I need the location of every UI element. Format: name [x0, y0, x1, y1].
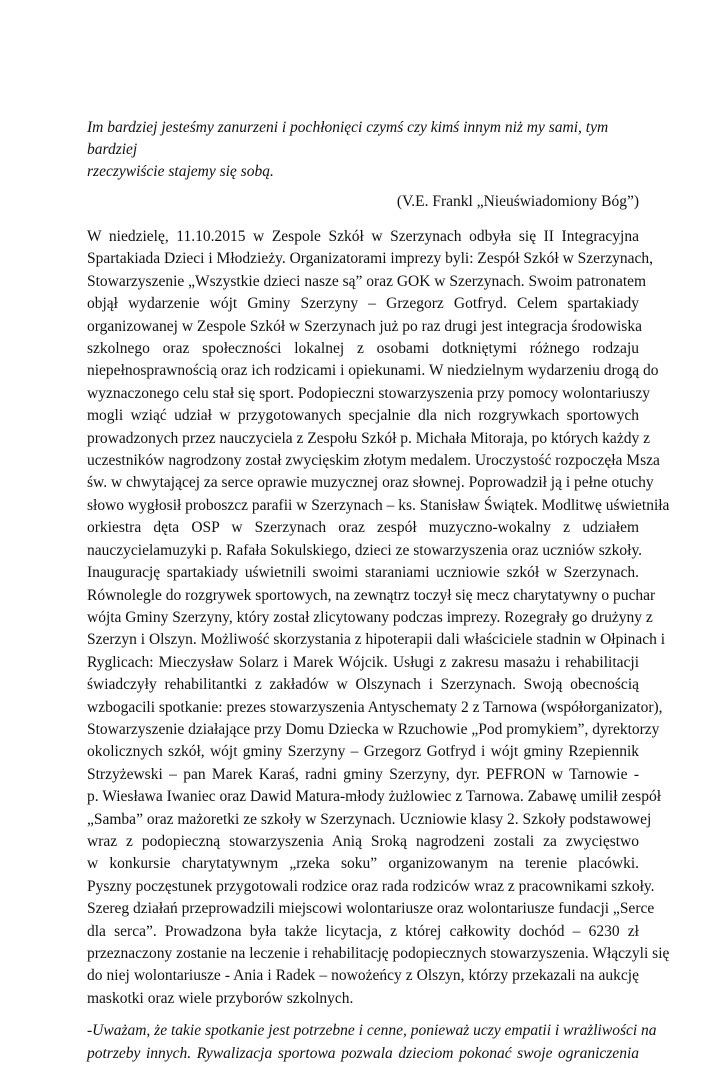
- paragraph-line: słowo wygłosił proboszcz parafii w Szerzynach – ks. Stanisław Świątek. Modlitwę uświetniła: [87, 496, 670, 514]
- motto-attribution: (V.E. Frankl „Nieuświadomiony Bóg”): [396, 193, 639, 210]
- paragraph-line: Ryglicach: Mieczysław Solarz i Marek Wójcik. Usługi z zakresu masażu i rehabilitacji: [87, 653, 639, 671]
- paragraph-line: Szereg działań przeprowadzili miejscowi wolontariusze oraz wolontariusze fundacji „Serce: [87, 900, 655, 918]
- paragraph-line: dla serca”. Prowadzona była także licytacja, z której całkowity dochód – 6230 zł: [87, 922, 639, 940]
- paragraph-line: organizowanej w Zespole Szkół w Szerzynach już po raz drugi jest integracja środowiska: [87, 317, 642, 335]
- document-page: [87, 117, 670, 1065]
- paragraph-line: niepełnosprawnością oraz ich rodzicami i opiekunami. W niedzielnym wydarzeniu drogą do: [87, 362, 659, 380]
- paragraph-line: Spartakiada Dzieci i Młodzieży. Organizatorami imprezy byli: Zespół Szkół w Szerzynach,: [87, 250, 653, 268]
- paragraph-line: Stowarzyszenie działające przy Domu Dziecka w Rzuchowie „Pod promykiem”, dyrektorzy: [87, 720, 660, 738]
- paragraph-line: orkiestra dęta OSP w Szerzynach oraz zespół muzyczno-wokalny z udziałem: [87, 519, 639, 537]
- paragraph-line: mogli wziąć udział w przygotowanych specjalnie dla nich rozgrywkach sportowych: [87, 407, 639, 425]
- paragraph-line: wraz z podopieczną stowarzyszenia Anią Sroką nagrodzeni zostali za zwycięstwo: [87, 832, 639, 850]
- paragraph-line: Stowarzyszenie „Wszystkie dzieci nasze są” oraz GOK w Szerzynach. Swoim patronatem: [87, 272, 647, 290]
- paragraph-line: maskotki oraz wiele przyborów szkolnych.: [87, 989, 354, 1007]
- paragraph-line: objął wydarzenie wójt Gminy Szerzyny – Grzegorz Gotfryd. Celem spartakiady: [87, 295, 639, 313]
- paragraph-line: szkolnego oraz społeczności lokalnej z osobami dotkniętymi różnego rodzaju: [87, 340, 639, 358]
- paragraph-line: Równolegle do rozgrywek sportowych, na zewnątrz toczył się mecz charytatywny o puchar: [87, 586, 656, 604]
- paragraph-line: wzbogacili spotkanie: prezes stowarzyszenia Antyschematy 2 z Tarnowa (współorganizator),: [87, 698, 663, 716]
- paragraph-line: św. w chwytającej za serce oprawie muzycznej oraz słownej. Poprowadził ją i pełne otuchy: [87, 474, 654, 492]
- paragraph-line: Pyszny poczęstunek przygotowali rodzice oraz rada rodziców wraz z pracownikami szkoły.: [87, 877, 655, 895]
- paragraph-line: p. Wiesława Iwaniec oraz Dawid Matura-młody żużlowiec z Tarnowa. Zabawę umilił zespół: [87, 788, 662, 806]
- motto-quote: [87, 117, 639, 183]
- paragraph-line: uczestników nagrodzony został zwycięskim złotym medalem. Uroczystość rozpoczęła Msza: [87, 452, 660, 470]
- paragraph-line: świadczyły rehabilitantki z zakładów w Olszynach i Szerzynach. Swoją obecnością: [87, 676, 639, 694]
- paragraph-line: wyznaczonego celu stał się sport. Podopieczni stowarzyszenia przy pomocy wolontariuszy: [87, 384, 650, 402]
- paragraph-line: W niedzielę, 11.10.2015 w Zespole Szkół w Szerzynach odbyła się II Integracyjna: [87, 228, 639, 245]
- paragraph-line: do niej wolontariusze - Ania i Radek – nowożeńcy z Olszyn, którzy przekazali na aukcję: [87, 967, 639, 985]
- paragraph-line: Inaugurację spartakiady uświetnili swoimi staraniami uczniowie szkół w Szerzynach.: [87, 564, 639, 582]
- paragraph-line: „Samba” oraz mażoretki ze szkoły w Szerzynach. Uczniowie klasy 2. Szkoły podstawowej: [87, 810, 652, 828]
- paragraph-line: przeznaczony zostanie na leczenie i rehabilitację podopiecznych stowarzyszenia. Włączyli się: [87, 945, 670, 962]
- paragraph-line: wójta Gminy Szerzyny, który został zlicytowany podczas imprezy. Rozegrały go drużyny z: [87, 608, 653, 626]
- paragraph-line: w konkursie charytatywnym „rzeka soku” organizowanym na terenie placówki.: [87, 855, 639, 873]
- paragraph-line: Szerzyn i Olszyn. Możliwość skorzystania z hipoterapii dali właściciele stadnin w Ołpinach i: [87, 631, 666, 649]
- motto-line: rzeczywiście stajemy się sobą.: [87, 163, 274, 180]
- motto-line: Im bardziej jesteśmy zanurzeni i pochłonięci czymś czy kimś innym niż my sami, tym bardziej: [87, 119, 609, 158]
- paragraph-line: Strzyżewski – pan Marek Karaś, radni gminy Szerzyny, dyr. PEFRON w Tarnowie -: [87, 765, 639, 783]
- quote-line: potrzeby innych. Rywalizacja sportowa pozwala dzieciom pokonać swoje ograniczenia: [87, 1044, 639, 1062]
- quote-line: -Uważam, że takie spotkanie jest potrzebne i cenne, ponieważ uczy empatii i wrażliwości na: [87, 1022, 657, 1040]
- article-paragraph: [87, 226, 670, 1010]
- paragraph-line: prowadzonych przez nauczyciela z Zespołu Szkół p. Michała Mitoraja, po których każdy z: [87, 429, 650, 447]
- paragraph-line: okolicznych szkół, wójt gminy Szerzyny – Grzegorz Gotfryd i wójt gminy Rzepiennik: [87, 743, 639, 761]
- paragraph-line: nauczycielamuzyki p. Rafała Sokulskiego, dzieci ze stowarzyszenia oraz uczniów szkoły.: [87, 541, 643, 559]
- closing-quote-paragraph: [87, 1020, 657, 1065]
